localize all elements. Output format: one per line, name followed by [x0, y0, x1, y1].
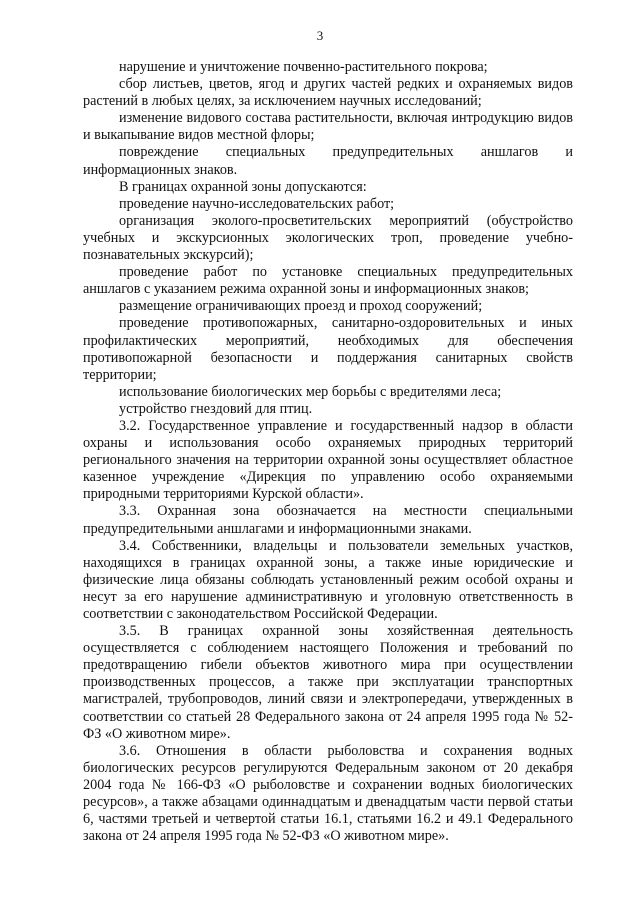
section-3-4-paragraph: 3.4. Собственники, владельцы и пользователи земельных участков, находящихся в границах охранной зоны, а также иные юридические и физические лица обязаны соблюдать установленный режим особой охраны и несут за его нарушение административную и уголовную ответственность в соответствии с законодательством Российской Федерации.	[83, 537, 573, 622]
paragraph: устройство гнездовий для птиц.	[119, 400, 313, 417]
paragraph: размещение ограничивающих проезд и проход сооружений;	[119, 298, 483, 315]
section-3-6-paragraph: 3.6. Отношения в области рыболовства и сохранения водных биологических ресурсов регулируются Федеральным законом от 20 декабря 2004 года № 166-ФЗ «О рыболовстве и сохранении водных биологических ресурсов», а также абзацами одиннадцатым и двенадцатым части первой статьи 6, частями третьей и четвертой статьи 16.1, статьями 16.2 и 49.1 Федерального закона от 24 апреля 1995 года № 52-ФЗ «О животном мире».	[83, 742, 573, 845]
paragraph: изменение видового состава растительности, включая интродукцию видов и выкапывание видов местной флоры;	[83, 110, 573, 144]
paragraph: проведение противопожарных, санитарно-оздоровительных и иных профилактических мероприятий, необходимых для обеспечения противопожарной безопасности и поддержания санитарных свойств территории;	[83, 315, 573, 383]
paragraph: нарушение и уничтожение почвенно-растительного покрова;	[119, 59, 488, 75]
paragraph: использование биологических мер борьбы с вредителями леса;	[119, 383, 502, 400]
paragraph: повреждение специальных предупредительных аншлагов и информационных знаков.	[83, 144, 573, 178]
section-3-5-paragraph: 3.5. В границах охранной зоны хозяйственная деятельность осуществляется с соблюдением настоящего Положения и требований по предотвращению гибели объектов животного мира при осуществлении производственных процессов, а также при эксплуатации транспортных магистралей, трубопроводов, линий связи и электропередачи, утвержденных в соответствии со статьей 28 Федерального закона от 24 апреля 1995 года № 52-ФЗ «О животном мире».	[83, 623, 573, 742]
section-3-3-paragraph: 3.3. Охранная зона обозначается на местности специальными предупредительными аншлагами и информационными знаками.	[83, 503, 573, 537]
section-3-2-paragraph: 3.2. Государственное управление и государственный надзор в области охраны и использования особо охраняемых природных территорий регионального значения на территории охранной зоны осуществляет областное казенное учреждение «Дирекция по управлению особо охраняемыми природными территориями Курской области».	[83, 417, 573, 503]
page-number: 3	[316, 28, 324, 43]
document-body	[83, 59, 573, 845]
paragraph: сбор листьев, цветов, ягод и других частей редких и охраняемых видов растений в любых целях, за исключением научных исследований;	[83, 76, 573, 110]
paragraph: проведение научно-исследовательских работ;	[119, 195, 395, 212]
paragraph: проведение работ по установке специальных предупредительных аншлагов с указанием режима охранной зоны и информационных знаков;	[83, 264, 573, 298]
paragraph: В границах охранной зоны допускаются:	[119, 178, 367, 195]
paragraph: организация эколого-просветительских мероприятий (обустройство учебных и экскурсионных экологических троп, проведение учебно-познавательных экскурсий);	[83, 212, 573, 264]
